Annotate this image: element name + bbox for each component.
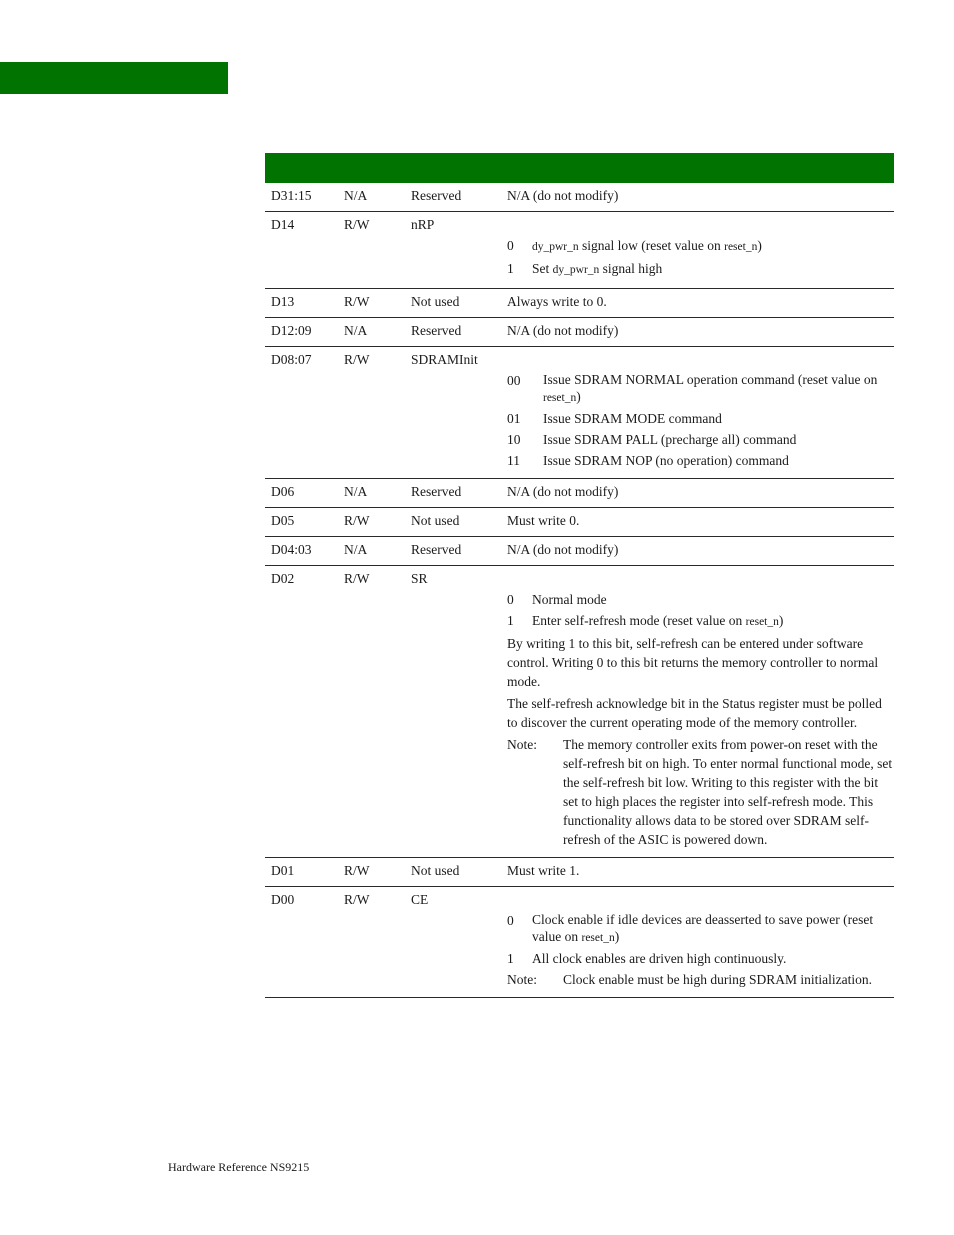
value-item xyxy=(507,409,894,428)
value-text: Normal mode xyxy=(532,592,607,607)
description-text: Must write 0. xyxy=(507,513,580,528)
value-item xyxy=(507,371,894,407)
access-cell: R/W xyxy=(344,294,370,309)
description-text: Always write to 0. xyxy=(507,294,607,309)
field-name-cell: Not used xyxy=(411,513,460,528)
field-name-cell: Not used xyxy=(411,294,460,309)
value-text: Set xyxy=(532,261,553,276)
value-text: Clock enable if idle devices are deasserted to save power (reset value on xyxy=(532,912,874,944)
bits-cell: D02 xyxy=(271,571,295,586)
note-text: The memory controller exits from power-on reset with the self-refresh bit on high. To enter normal functional mode, set the self-refresh bit low. Writing to this register with the bit set to high places the register into self-refresh mode. This functionality allows data to be stored over SDRAM self-refresh of the ASIC is powered down. xyxy=(563,737,893,847)
value-key: 0 xyxy=(507,238,514,253)
note-label: Note: xyxy=(507,737,537,752)
register-table xyxy=(265,153,894,998)
value-text: ) xyxy=(757,238,762,253)
description-paragraph: The self-refresh acknowledge bit in the Status register must be polled to discover the current operating mode of the memory controller. xyxy=(507,696,882,730)
description-text: N/A (do not modify) xyxy=(507,188,619,203)
field-name-cell: Reserved xyxy=(411,188,462,203)
access-cell: R/W xyxy=(344,571,370,586)
bits-cell: D13 xyxy=(271,294,295,309)
table-row-d00 xyxy=(265,887,894,998)
signal-name: reset_n xyxy=(581,932,615,944)
value-text: Issue SDRAM NORMAL operation command (reset value on xyxy=(543,372,878,387)
table-row-d12-09 xyxy=(265,318,894,347)
value-key: 0 xyxy=(507,592,514,607)
value-key: 1 xyxy=(507,261,514,276)
access-cell: N/A xyxy=(344,484,368,499)
value-text: All clock enables are driven high continuously. xyxy=(532,951,787,966)
table-row-d31-15 xyxy=(265,183,894,212)
value-text: signal high xyxy=(599,261,663,276)
field-name-cell: nRP xyxy=(411,217,435,232)
value-key: 01 xyxy=(507,411,521,426)
value-item xyxy=(507,611,894,632)
value-key: 1 xyxy=(507,613,514,628)
top-accent-bar xyxy=(0,62,228,94)
field-name-cell: Reserved xyxy=(411,542,462,557)
access-cell: N/A xyxy=(344,323,368,338)
value-text: ) xyxy=(778,613,784,628)
value-item xyxy=(507,590,894,609)
value-item xyxy=(507,236,894,257)
signal-name: dy_pwr_n xyxy=(552,264,600,276)
value-text: Issue SDRAM NOP (no operation) command xyxy=(543,453,789,468)
value-text: Issue SDRAM PALL (precharge all) command xyxy=(543,432,797,447)
table-row-d13 xyxy=(265,289,894,318)
bits-cell: D04:03 xyxy=(271,542,312,557)
bits-cell: D06 xyxy=(271,484,295,499)
table-row-d06 xyxy=(265,479,894,508)
value-key: 0 xyxy=(507,913,514,928)
value-item xyxy=(507,259,894,280)
signal-name: reset_n xyxy=(724,241,758,253)
table-row-d04-03 xyxy=(265,537,894,566)
table-row-d05 xyxy=(265,508,894,537)
table-row-d02 xyxy=(265,566,894,858)
description-text: N/A (do not modify) xyxy=(507,484,619,499)
value-text: signal low (reset value on xyxy=(578,238,725,253)
value-item xyxy=(507,430,894,449)
field-name-cell: Reserved xyxy=(411,323,462,338)
table-row-d14 xyxy=(265,212,894,289)
table-header-bar xyxy=(265,153,894,183)
field-name-cell: Not used xyxy=(411,863,460,878)
access-cell: N/A xyxy=(344,542,368,557)
value-key: 00 xyxy=(507,373,521,388)
value-item xyxy=(507,949,894,968)
field-name-cell: SR xyxy=(411,571,428,586)
access-cell: R/W xyxy=(344,892,370,907)
value-text: ) xyxy=(614,929,620,944)
bits-cell: D14 xyxy=(271,217,295,232)
description-text: Must write 1. xyxy=(507,863,580,878)
value-key: 11 xyxy=(507,453,520,468)
signal-name: reset_n xyxy=(745,616,779,628)
note-block xyxy=(507,970,894,989)
bits-cell: D01 xyxy=(271,863,295,878)
signal-name: reset_n xyxy=(543,392,577,404)
description-text: N/A (do not modify) xyxy=(507,323,619,338)
field-name-cell: Reserved xyxy=(411,484,462,499)
note-block xyxy=(507,735,894,849)
value-text: Enter self-refresh mode (reset value on xyxy=(532,613,746,628)
table-row-d01 xyxy=(265,858,894,887)
access-cell: R/W xyxy=(344,513,370,528)
note-text: Clock enable must be high during SDRAM initialization. xyxy=(563,972,872,987)
field-name-cell: SDRAMInit xyxy=(411,352,478,367)
value-key: 10 xyxy=(507,432,521,447)
access-cell: N/A xyxy=(344,188,368,203)
bits-cell: D31:15 xyxy=(271,188,312,203)
field-name-cell: CE xyxy=(411,892,429,907)
access-cell: R/W xyxy=(344,217,370,232)
bits-cell: D08:07 xyxy=(271,352,312,367)
description-text: N/A (do not modify) xyxy=(507,542,619,557)
value-item xyxy=(507,451,894,470)
signal-name: dy_pwr_n xyxy=(532,241,579,253)
value-key: 1 xyxy=(507,951,514,966)
bits-cell: D05 xyxy=(271,513,295,528)
note-label: Note: xyxy=(507,972,537,987)
description-paragraph: By writing 1 to this bit, self-refresh can be entered under software control. Writing 0 to this bit returns the memory controller to normal mode. xyxy=(507,636,879,689)
value-item xyxy=(507,911,894,947)
table-row-d08-07 xyxy=(265,347,894,479)
bits-cell: D00 xyxy=(271,892,295,907)
page-footer: Hardware Reference NS9215 xyxy=(168,1160,310,1174)
value-text: ) xyxy=(576,389,581,404)
bits-cell: D12:09 xyxy=(271,323,312,338)
access-cell: R/W xyxy=(344,352,370,367)
value-text: Issue SDRAM MODE command xyxy=(543,411,722,426)
access-cell: R/W xyxy=(344,863,370,878)
